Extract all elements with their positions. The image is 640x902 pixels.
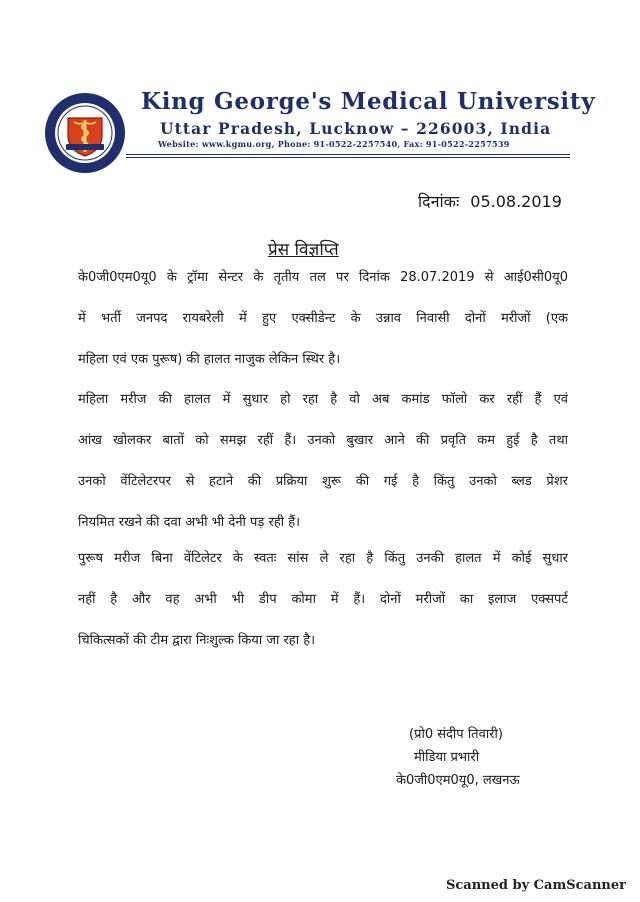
letterhead-divider bbox=[126, 157, 570, 158]
paragraph-line: नहीं है और वह अभी भी डीप कोमा में हैं। दोनों मरीजों का इलाज एक्सपर्ट bbox=[78, 592, 568, 607]
university-contact: Website: www.kgmu.org, Phone: 91-0522-2257540, Fax: 91-0522-2257539 bbox=[158, 139, 510, 149]
signatory-organization: के0जी0एम0यू0, लखनऊ bbox=[396, 773, 520, 788]
paragraph-line: चिकित्सकों की टीम द्वारा निःशुल्क किया जा रहा है। bbox=[78, 633, 316, 648]
university-address: Uttar Pradesh, Lucknow – 226003, India bbox=[160, 119, 552, 138]
date-value: 05.08.2019 bbox=[470, 192, 562, 211]
paragraph-male-patient bbox=[78, 549, 568, 672]
date-label: दिनांकः bbox=[418, 192, 460, 211]
signature-block bbox=[396, 724, 520, 793]
paragraph-line: के0जी0एम0यू0 के ट्रॉमा सेन्टर के तृतीय तल पर दिनांक 28.07.2019 से आई0सी0यू0 bbox=[78, 270, 568, 285]
signatory-name: (प्रो0 संदीप तिवारी) bbox=[409, 727, 503, 742]
university-seal-logo bbox=[44, 92, 126, 174]
university-name: King George's Medical University bbox=[141, 88, 596, 115]
paragraph-line: आंख खोलकर बातों को समझ रहीं हैं। उनको बुखार आने की प्रवृति कम हुई है तथा bbox=[78, 433, 568, 448]
document-heading: प्रेस विज्ञप्ति bbox=[268, 240, 339, 260]
paragraph-line: उनको वेंटिलेटरपर से हटाने की प्रक्रिया शुरू की गई है किंतु उनको ब्लड प्रेशर bbox=[78, 474, 568, 489]
letterhead-divider bbox=[126, 154, 570, 155]
paragraph-line: पुरूष मरीज बिना वेंटिलेटर के स्वतः सांस ले रहा है किंतु उनकी हालत में कोई सुधार bbox=[78, 551, 568, 566]
paragraph-line: में भर्ती जनपद रायबरेली में हुए एक्सीडेन्ट के उन्नाव निवासी दोनों मरीजों (एक bbox=[78, 311, 568, 326]
paragraph-line: महिला मरीज की हालत में सुधार हो रहा है वो अब कमांड फॉलो कर रहीं हैं एवं bbox=[78, 392, 568, 407]
paragraph-line: महिला एवं एक पुरूष) की हालत नाजुक लेकिन स्थिर है। bbox=[78, 352, 341, 367]
signatory-role: मीडिया प्रभारी bbox=[414, 750, 480, 765]
scanner-watermark: Scanned by CamScanner bbox=[446, 878, 626, 893]
paragraph-line: नियमित रखने की दवा अभी भी देनी पड़ रही हैं। bbox=[78, 515, 301, 530]
paragraph-female-patient bbox=[78, 390, 568, 554]
paragraph-patients-status bbox=[78, 268, 568, 391]
release-date bbox=[418, 190, 562, 212]
